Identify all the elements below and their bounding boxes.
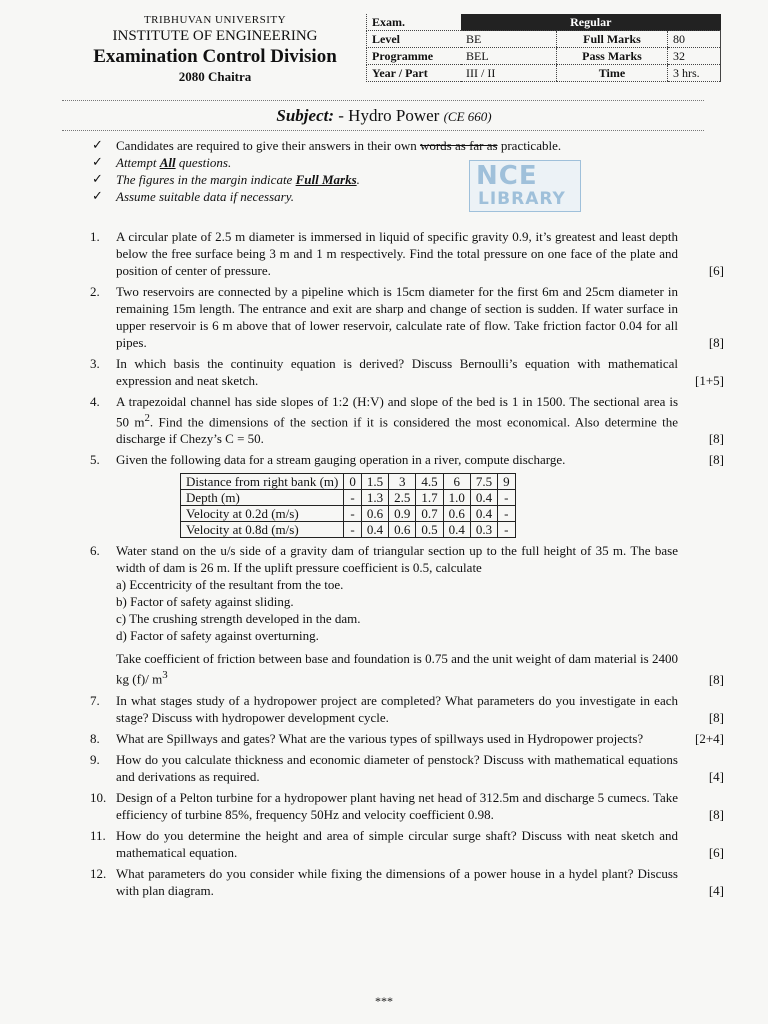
question-marks: [2+4] (695, 730, 724, 746)
subject-name: Hydro Power (348, 106, 440, 125)
table-cell: - (344, 490, 362, 506)
table-cell: 0.4 (361, 522, 388, 538)
table-cell: 3 (389, 474, 416, 490)
table-cell: 2.5 (389, 490, 416, 506)
row-header: Velocity at 0.2d (m/s) (181, 506, 344, 522)
question-item (90, 865, 724, 899)
subject-divider (62, 130, 704, 131)
checkmark-icon: ✓ (92, 189, 103, 204)
checkmark-icon: ✓ (92, 138, 103, 153)
table-cell: 0.6 (361, 506, 388, 522)
institution-block (70, 14, 360, 85)
question-number: 2. (90, 284, 100, 299)
table-row (181, 522, 516, 538)
instruction-text: practicable. (497, 138, 562, 153)
table-cell: 1.3 (361, 490, 388, 506)
question-number: 11. (90, 827, 106, 843)
table-cell: 0.4 (443, 522, 470, 538)
table-cell: 1.0 (443, 490, 470, 506)
question-marks: [8] (708, 431, 724, 447)
time-value: 3 hrs. (668, 65, 721, 82)
question-marks: [8] (708, 452, 724, 468)
table-cell: - (344, 506, 362, 522)
instruction-text: The figures in the margin indicate (116, 172, 296, 187)
checkmark-icon: ✓ (92, 155, 103, 170)
level-label: Level (367, 31, 462, 48)
subject-code: (CE 660) (443, 109, 492, 124)
table-cell: 0.6 (389, 522, 416, 538)
sub-question: a) Eccentricity of the resultant from the toe. (116, 577, 344, 593)
question-marks: [6] (708, 263, 724, 278)
question-number: 1. (90, 229, 100, 244)
question-text: How do you determine the height and area of simple circular surge shaft? Discuss with neat sketch and mathematical equation. (116, 827, 678, 860)
row-header: Depth (m) (181, 490, 344, 506)
instruction-text: Attempt (116, 155, 160, 170)
question-item (90, 355, 724, 389)
question-marks: [4] (708, 882, 724, 898)
question-text: What parameters do you consider while fixing the dimensions of a power house in a hydel plant? Discuss with plan diagram. (116, 865, 678, 898)
question-item (90, 393, 724, 447)
library-watermark-logo (469, 160, 581, 212)
question-marks: [8] (708, 806, 724, 822)
question-number: 6. (90, 543, 100, 559)
question-marks: [8] (708, 671, 724, 687)
table-cell: - (498, 522, 516, 538)
table-cell: 0.4 (470, 506, 497, 522)
table-cell: 0.9 (389, 506, 416, 522)
question-text: A trapezoidal channel has side slopes of 1:2 (H:V) and slope of the bed is 1 in 1500. The sectional area is 50 m (116, 394, 678, 430)
subject-line (0, 106, 768, 126)
meta-row-year (367, 65, 721, 82)
sub-question-list (116, 576, 678, 644)
question-text: . Find the dimensions of the section if it is considered the most economical. Also determine the discharge if Chezy’s C = 50. (116, 414, 678, 447)
table-cell: 4.5 (416, 474, 443, 490)
exam-value: Regular (461, 14, 721, 31)
instruction-item (92, 171, 692, 188)
question-text: Two reservoirs are connected by a pipeline which is 15cm diameter for the first 6m and 25cm diameter in remaining 15m length. The entrance and exit are sharp and change of section is sudden. If water surface in upper reservoir is 6 m above that of lower reservoir, calculate rate of flow. Take friction factor 0.04 for all pipes. (116, 284, 678, 350)
superscript: 3 (162, 669, 168, 682)
table-cell: 0.6 (443, 506, 470, 522)
exam-header (0, 10, 768, 92)
question-item (90, 730, 724, 747)
question-text: What are Spillways and gates? What are the various types of spillways used in Hydropower projects? (116, 730, 644, 746)
sub-question: b) Factor of safety against sliding. (116, 594, 294, 610)
full-marks-label: Full Marks (557, 31, 668, 48)
instruction-text: Candidates are required to give their answers in their own (116, 138, 420, 153)
table-row (181, 506, 516, 522)
table-cell: 7.5 (470, 474, 497, 490)
question-item (90, 789, 724, 823)
instruction-item (92, 188, 692, 205)
sub-question: c) The crushing strength developed in the dam. (116, 611, 361, 627)
table-cell: 6 (443, 474, 470, 490)
table-cell: - (344, 522, 362, 538)
exam-label: Exam. (367, 14, 462, 31)
programme-value: BEL (461, 48, 557, 65)
question-text: A circular plate of 2.5 m diameter is immersed in liquid of specific gravity 0.9, it’s greatest and least depth below the free surface being 3 m and 1 m respectively. Find the total pressure on one face of the plate and position of center of pressure. (116, 229, 678, 278)
question-marks: [6] (708, 844, 724, 860)
question-list (90, 228, 724, 903)
subject-label: Subject: (276, 106, 334, 125)
superscript: 2 (144, 412, 150, 424)
table-cell: 1.5 (361, 474, 388, 490)
time-label: Time (557, 65, 668, 82)
question-marks: [1+5] (695, 373, 724, 388)
question-item (90, 827, 724, 861)
question-number: 4. (90, 394, 100, 409)
end-marker: *** (375, 994, 393, 1008)
table-cell: 0.3 (470, 522, 497, 538)
table-cell: - (498, 506, 516, 522)
programme-label: Programme (367, 48, 462, 65)
emphasis-text: Full Marks (295, 172, 357, 187)
meta-row-exam (367, 14, 721, 31)
table-cell: 9 (498, 474, 516, 490)
question-marks: [4] (708, 768, 724, 784)
struck-text: words as far as (419, 138, 498, 153)
year-part-value: III / II (461, 65, 557, 82)
question-text: In which basis the continuity equation is derived? Discuss Bernoulli’s equation with mathematical expression and neat sketch. (116, 356, 678, 388)
table-row (181, 474, 516, 490)
question-marks: [8] (708, 335, 724, 350)
year-part-label: Year / Part (367, 65, 462, 82)
instructions-list (92, 137, 692, 205)
stream-gauging-table (180, 473, 516, 538)
institute-name: INSTITUTE OF ENGINEERING (112, 28, 318, 44)
question-item (90, 692, 724, 726)
division-name: Examination Control Division (93, 46, 337, 67)
instruction-text: Assume suitable data if necessary. (116, 189, 295, 204)
question-item (90, 542, 724, 687)
checkmark-icon: ✓ (92, 172, 103, 187)
level-value: BE (461, 31, 557, 48)
watermark-text-bottom: LIBRARY (478, 189, 566, 209)
watermark-text-top: NCE (476, 161, 538, 191)
row-header: Distance from right bank (m) (181, 474, 344, 490)
question-marks: [8] (708, 709, 724, 725)
table-cell: 0 (344, 474, 362, 490)
pass-marks-label: Pass Marks (557, 48, 668, 65)
table-cell: 0.7 (416, 506, 443, 522)
question-number: 7. (90, 692, 100, 708)
question-item (90, 228, 724, 279)
table-cell: 1.7 (416, 490, 443, 506)
meta-row-level (367, 31, 721, 48)
meta-row-programme (367, 48, 721, 65)
instruction-item (92, 154, 692, 171)
question-item (90, 451, 724, 538)
exam-meta-table (366, 14, 721, 82)
question-number: 3. (90, 356, 100, 371)
question-text: In what stages study of a hydropower project are completed? What parameters do you investigate in each stage? Discuss with hydropower development cycle. (116, 692, 678, 725)
instruction-item (92, 137, 692, 154)
row-header: Velocity at 0.8d (m/s) (181, 522, 344, 538)
question-item (90, 751, 724, 785)
instruction-text: questions. (175, 155, 232, 170)
table-cell: 0.5 (416, 522, 443, 538)
question-text: Water stand on the u/s side of a gravity dam of triangular section up to the full height of 35 m. The base width of dam is 26 m. If the uplift pressure coefficient is 0.5, calculate (116, 543, 678, 576)
question-text: Given the following data for a stream gauging operation in a river, compute discharge. (116, 452, 566, 468)
pass-marks-value: 32 (668, 48, 721, 65)
subject-separator: - (334, 106, 349, 125)
question-text: Design of a Pelton turbine for a hydropower plant having net head of 312.5m and discharge 5 cumecs. Take efficiency of turbine 85%, frequency 50Hz and velocity coefficient 0.98. (116, 789, 678, 822)
exam-session: 2080 Chaitra (178, 69, 252, 84)
instruction-text: . (356, 172, 360, 187)
question-number: 8. (90, 730, 100, 746)
question-item (90, 283, 724, 351)
question-number: 12. (90, 865, 107, 881)
table-cell: 0.4 (470, 490, 497, 506)
header-divider (62, 100, 704, 101)
question-note (116, 650, 678, 687)
question-text: How do you calculate thickness and economic diameter of penstock? Discuss with mathematical equations and derivations as required. (116, 751, 678, 784)
question-number: 10. (90, 789, 107, 805)
question-number: 9. (90, 751, 100, 767)
table-cell: - (498, 490, 516, 506)
emphasis-text: All (159, 155, 176, 170)
sub-question: d) Factor of safety against overturning. (116, 628, 319, 644)
full-marks-value: 80 (668, 31, 721, 48)
table-row (181, 490, 516, 506)
note-text: Take coefficient of friction between base and foundation is 0.75 and the unit weight of dam material is 2400 kg (f)/ m (116, 651, 678, 687)
question-number: 5. (90, 452, 100, 468)
university-name: TRIBHUVAN UNIVERSITY (143, 14, 287, 26)
